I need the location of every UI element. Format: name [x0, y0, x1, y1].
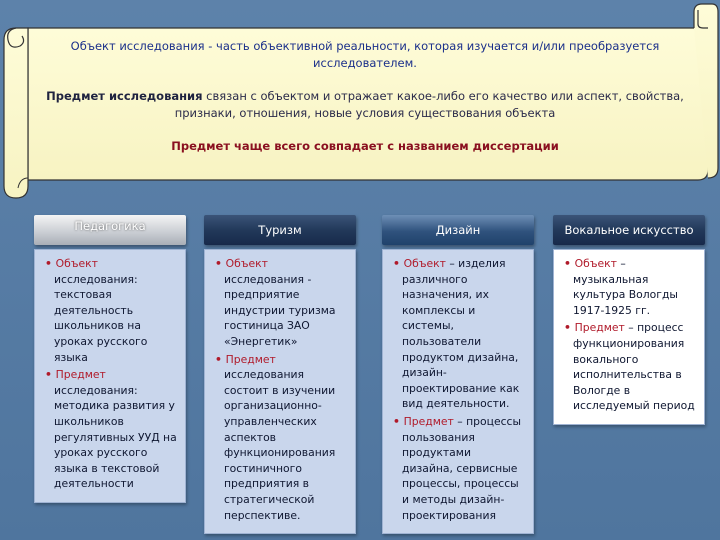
column-header: Педагогика: [34, 215, 186, 245]
column-body: [553, 249, 705, 425]
subject-definition: [40, 88, 690, 122]
object-item: • Объект исследования - предприятие индустрии туризма гостиница ЗАО «Энергетик»: [215, 257, 336, 348]
object-text: исследования - предприятие индустрии туризма гостиница ЗАО «Энергетик»: [224, 272, 336, 348]
column-body: [34, 249, 186, 503]
subject-text: – процесс функционирования вокального исполнительства в Вологде в исследуемый период: [573, 321, 695, 413]
subject-item: • Предмет – процесс функционирования вокального исполнительства в Вологде в исследуемый период: [564, 321, 695, 413]
object-term: Объект исследования: [70, 39, 205, 53]
subject-definition-text: связан с объектом и отражает какое-либо его качество или аспект, свойства, признаки, отношения, новые условия существования объекта: [174, 89, 684, 120]
object-definition: [40, 38, 690, 72]
subject-item: • Предмет исследования состоит в изучении организационно-управленческих аспектов функционирования гостиничного предприятия в стратегической перспективе.: [215, 352, 336, 522]
subject-key: Предмет: [574, 321, 625, 335]
subject-key: Предмет: [225, 352, 276, 366]
object-definition-text: - часть объективной реальности, которая изучается и/или преобразуется исследователем.: [204, 39, 660, 70]
column-design: [382, 215, 534, 534]
column-header: Дизайн: [382, 215, 534, 245]
subject-note: [40, 138, 690, 155]
subject-text: исследования: методика развития у школьников регулятивных УУД на уроках русского языка в текстовой деятельности: [54, 383, 177, 491]
subject-text: – процессы пользования продуктами дизайна, сервисные процессы, процессы и методы дизайн-проектирования: [402, 414, 522, 522]
column-body: [382, 249, 534, 534]
column-body: [204, 249, 356, 534]
scroll-banner: [0, 0, 720, 200]
column-vocal-art: [553, 215, 705, 425]
object-text: исследования: текстовая деятельность школьников на уроках русского языка: [54, 272, 148, 364]
subject-item: • Предмет исследования: методика развития у школьников регулятивных УУД на уроках русского языка в текстовой деятельности: [45, 368, 177, 491]
object-item: • Объект – музыкальная культура Вологды 1917-1925 гг.: [564, 257, 678, 317]
object-item: • Объект исследования: текстовая деятельность школьников на уроках русского языка: [45, 257, 148, 364]
object-text: – музыкальная культура Вологды 1917-1925 гг.: [573, 257, 678, 317]
column-header: Туризм: [204, 215, 356, 245]
object-key: Объект: [225, 257, 268, 270]
object-item: • Объект – изделия различного назначения, их комплексы и системы, пользователи продуктом дизайна, дизайн-проектирование как вид деятельности.: [393, 257, 520, 411]
subject-note-text: Предмет чаще всего совпадает с названием диссертации: [171, 139, 559, 153]
object-text: – изделия различного назначения, их комплексы и системы, пользователи продуктом дизайна, дизайн-проектирование как вид деятельности.: [402, 257, 520, 411]
column-header: Вокальное искусство: [553, 215, 705, 245]
column-tourism: [204, 215, 356, 534]
subject-term: Предмет исследования: [46, 89, 203, 103]
subject-text: исследования состоит в изучении организационно-управленческих аспектов функционирования гостиничного предприятия в стратегической перспективе.: [224, 368, 336, 522]
object-key: Объект: [403, 257, 446, 270]
subject-key: Предмет: [55, 368, 106, 382]
column-pedagogy: [34, 215, 186, 503]
subject-item: • Предмет – процессы пользования продуктами дизайна, сервисные процессы, процессы и методы дизайн-проектирования: [393, 414, 522, 522]
object-key: Объект: [574, 257, 617, 270]
subject-key: Предмет: [403, 414, 454, 428]
banner-text: [40, 38, 690, 171]
object-key: Объект: [55, 257, 98, 270]
